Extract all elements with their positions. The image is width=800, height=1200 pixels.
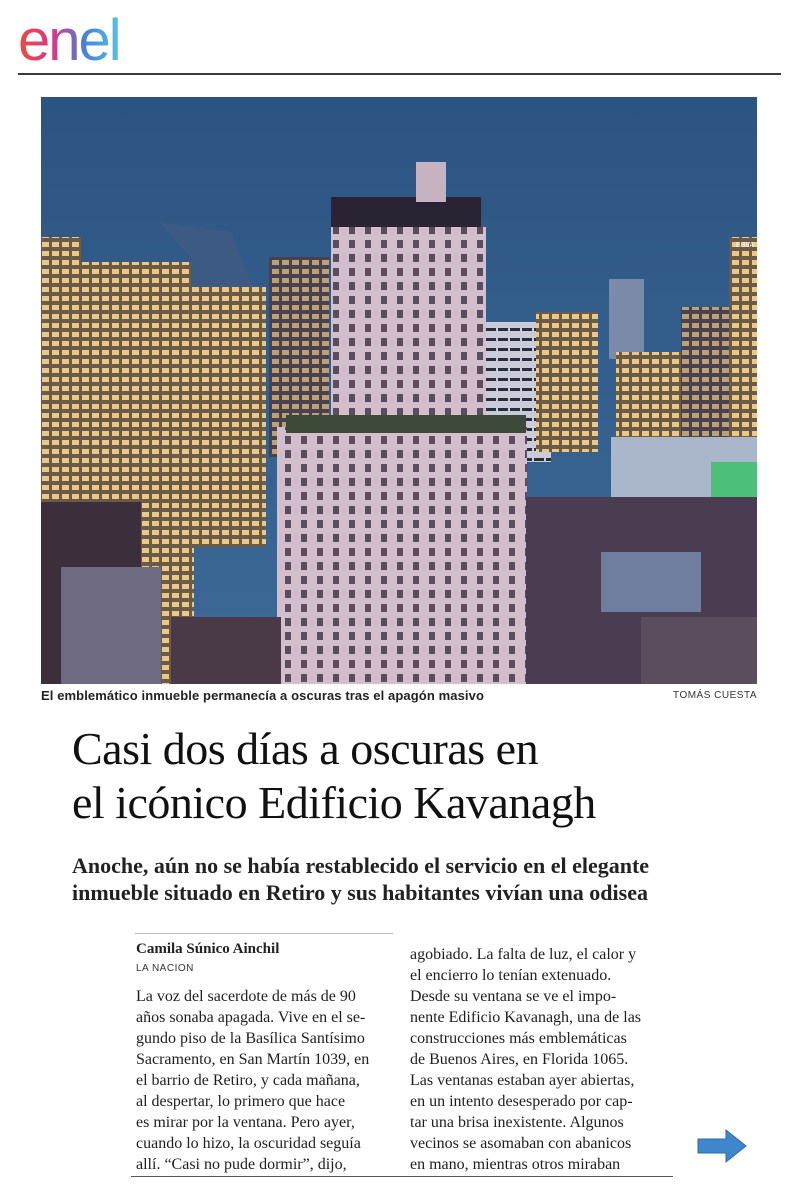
body-paragraph-3: Desde su ventana se ve el impo- nente Edificio Kavanagh, una de las construcciones más emblemáticas de Buenos Aires, en Florida 1065. Las ventanas estaban ayer abiertas, en un intento desesperado por cap- tar una brisa inexistente. Algunos vecinos se asomaban con abanicos en mano, mientras otros miraban [410, 988, 642, 1173]
body-column-2 [410, 944, 670, 1175]
body-paragraph-1: La voz del sacerdote de más de 90 años sonaba apagada. Vive en el se- gundo piso de la Basílica Santísimo Sacramento, en San Martín 1039, en el barrio de Retiro, y cada mañana, al despertar, lo primero que hace es mirar por la ventana. Pero ayer, cuando lo hizo, la oscuridad seguía allí. “Casi no pude dormir”, dijo, [136, 988, 370, 1173]
header-divider [18, 73, 781, 75]
photo-caption-row [41, 688, 757, 706]
city-skyline-image [41, 97, 757, 684]
arrow-right-icon [696, 1127, 748, 1165]
bank-sign: BBVA [736, 242, 755, 249]
subhead-line-2: inmueble situado en Retiro y sus habitantes vivían una odisea [72, 880, 648, 905]
body-paragraph-2: agobiado. La falta de luz, el calor y el encierro lo tenían extenuado. [410, 946, 637, 984]
next-page-button[interactable] [696, 1127, 748, 1165]
body-column-1 [136, 986, 394, 1175]
headline-line-1: Casi dos días a oscuras en [72, 723, 539, 774]
author-name: Camila Súnico Ainchil [136, 941, 280, 957]
enel-logo-graphic [18, 8, 178, 70]
enel-logo [18, 8, 178, 70]
article-headline [72, 722, 772, 830]
outlet-name: LA NACION [136, 963, 194, 974]
subhead-line-1: Anoche, aún no se había restablecido el servicio en el elegante [72, 853, 650, 878]
photo-caption: El emblemático inmueble permanecía a oscuras tras el apagón masivo [41, 688, 484, 703]
byline-divider [135, 933, 393, 934]
photo-credit: TOMÁS CUESTA [673, 690, 757, 701]
bottom-divider [131, 1176, 673, 1177]
kavanagh-photo [41, 97, 757, 684]
headline-line-2: el icónico Edificio Kavanagh [72, 777, 596, 828]
article-subhead [72, 852, 772, 906]
logo-text: enel [18, 8, 120, 70]
